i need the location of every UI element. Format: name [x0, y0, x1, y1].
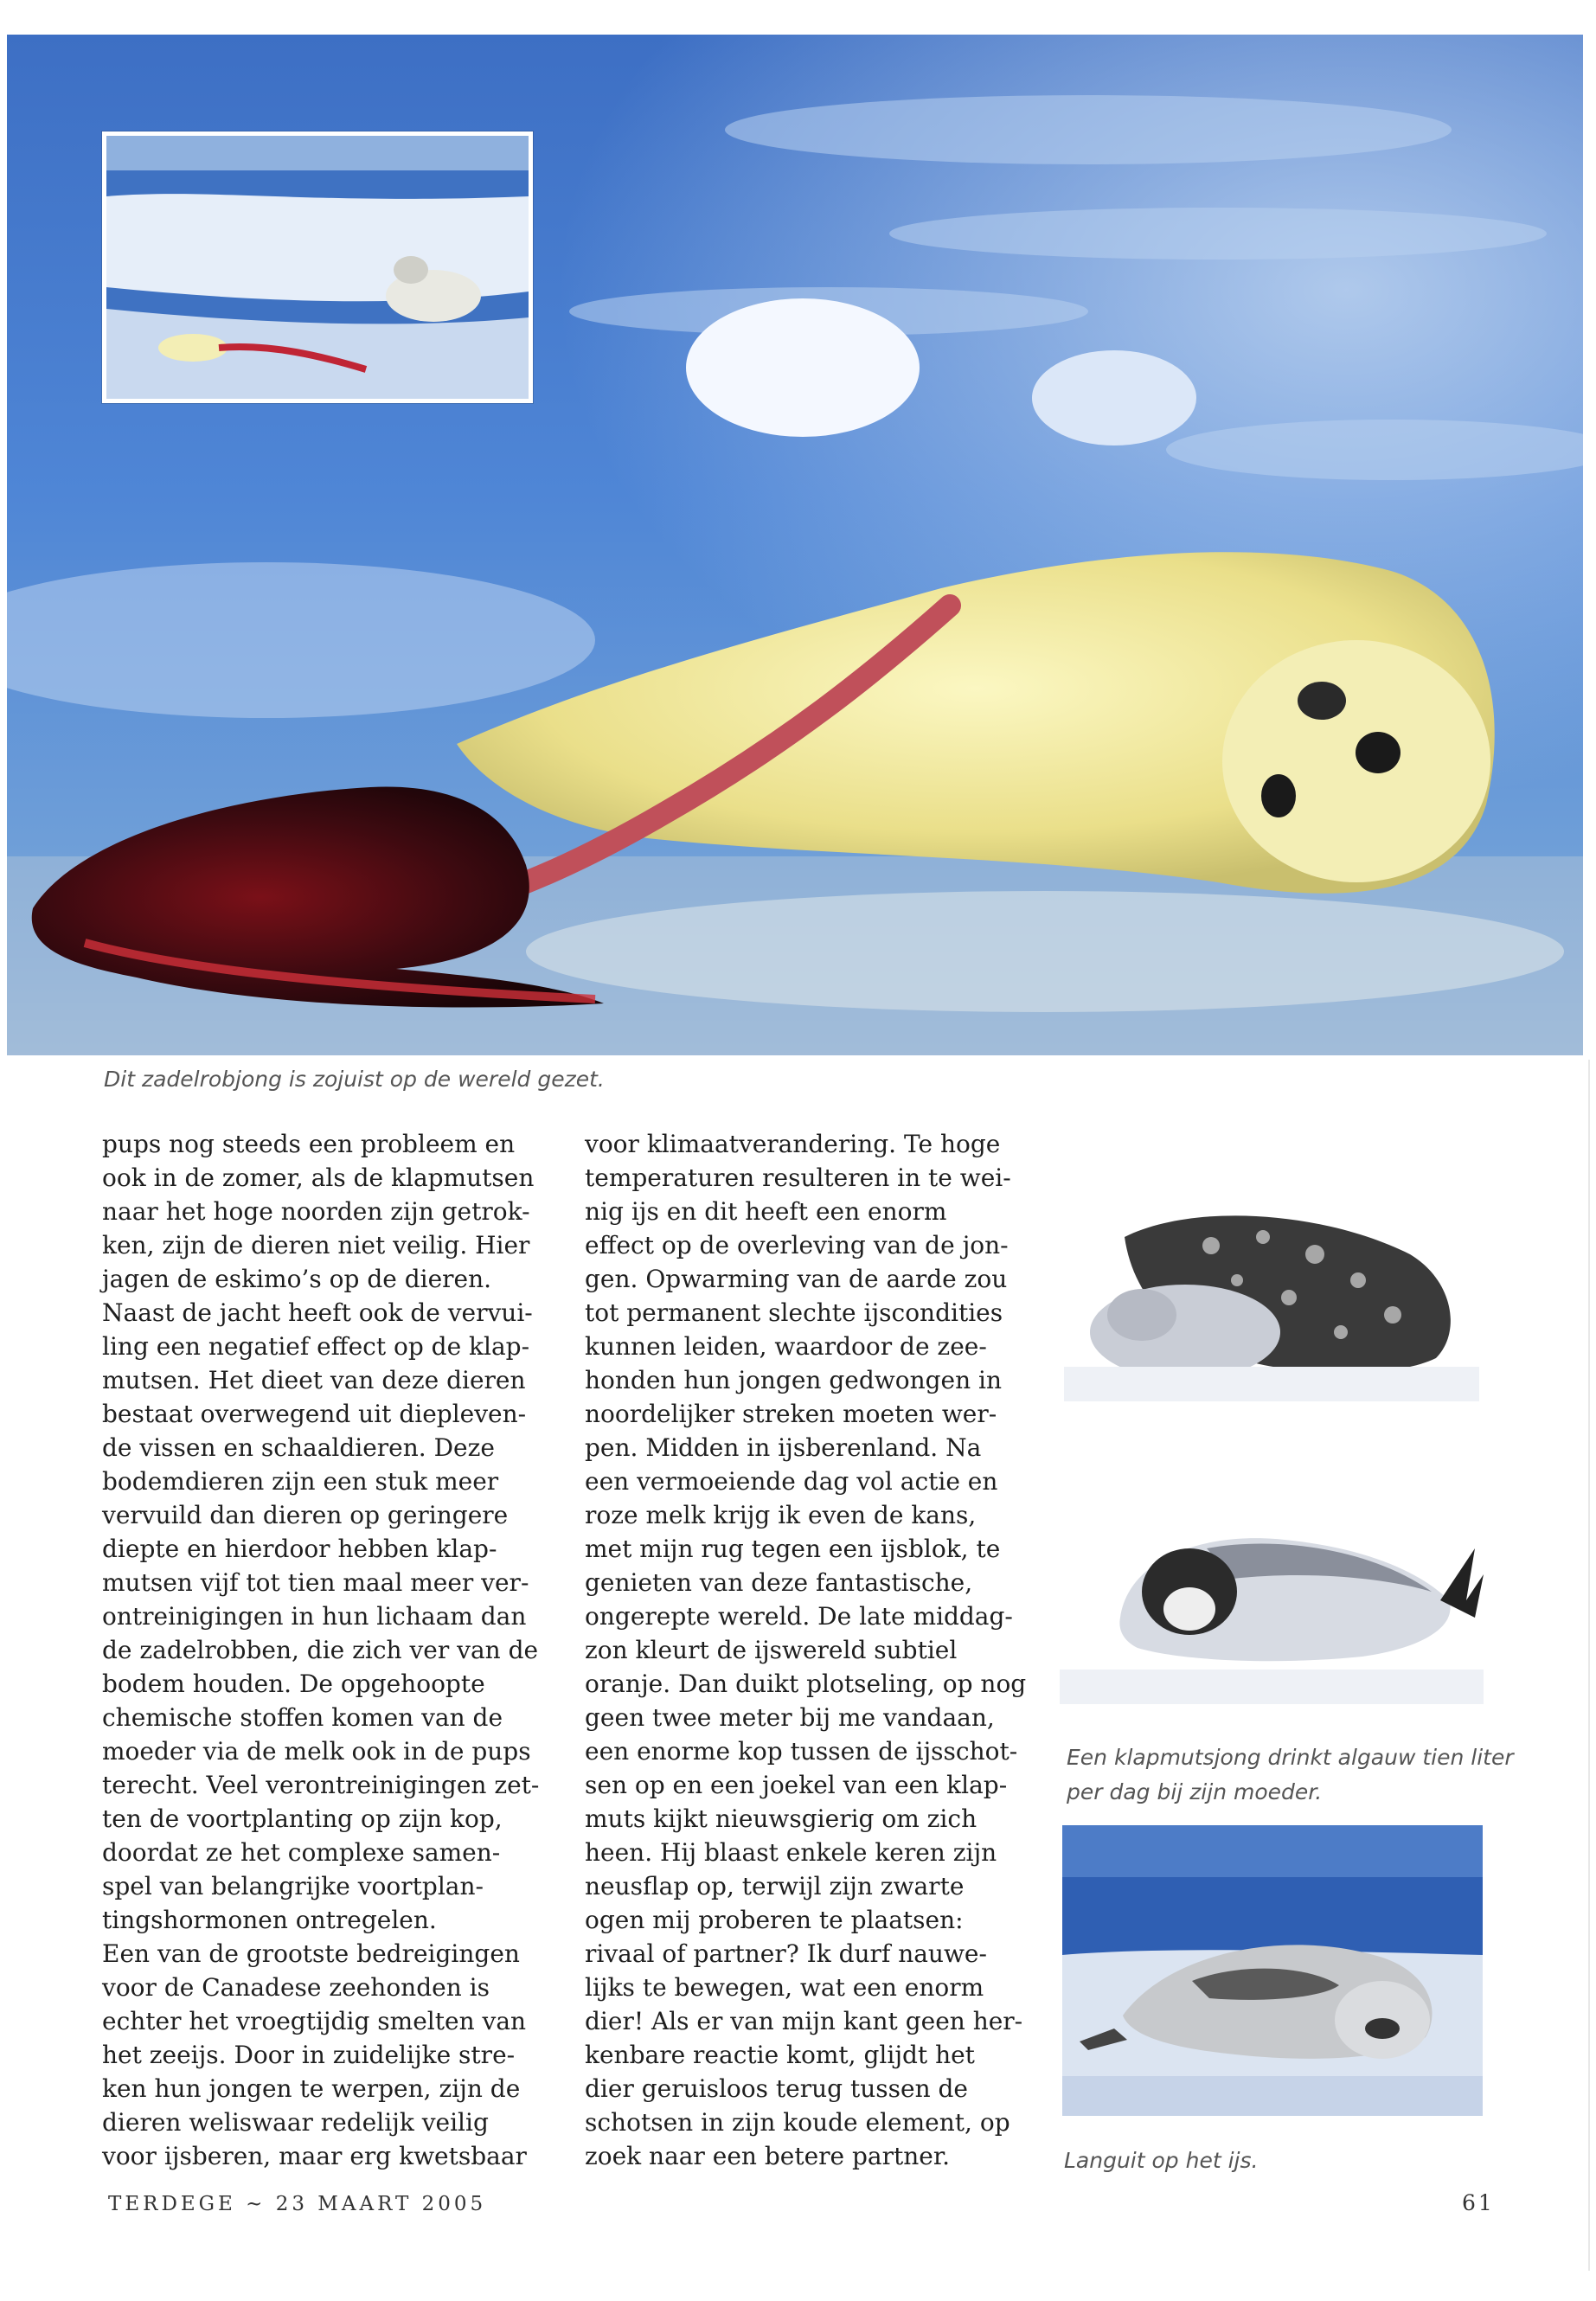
- text-line: ongerepte wereld. De late middag-: [585, 1602, 1013, 1631]
- text-line: de vissen en schaaldieren. Deze: [102, 1433, 495, 1462]
- text-line: kenbare reactie komt, glijdt het: [585, 2041, 975, 2069]
- text-line: met mijn rug tegen een ijsblok, te: [585, 1535, 1001, 1563]
- page-edge-divider: [1588, 1060, 1590, 2271]
- text-line: noordelijker streken moeten wer-: [585, 1400, 997, 1428]
- text-line: terecht. Veel verontreinigingen zet-: [102, 1771, 540, 1799]
- text-line: mutsen vijf tot tien maal meer ver-: [102, 1568, 529, 1597]
- blueback-pup-image: [1060, 1497, 1484, 1704]
- text-line: heen. Hij blaast enkele keren zijn: [585, 1838, 997, 1867]
- text-line: temperaturen resulteren in te wei-: [585, 1163, 1011, 1192]
- text-line: genieten van deze fantastische,: [585, 1568, 973, 1597]
- text-line: dieren weliswaar redelijk veilig: [102, 2108, 489, 2137]
- text-line: pups nog steeds een probleem en: [102, 1130, 516, 1158]
- text-line: spel van belangrijke voortplan-: [102, 1872, 484, 1900]
- text-column-2: [585, 1127, 1035, 2173]
- text-line: Naast de jacht heeft ook de vervui-: [102, 1298, 533, 1327]
- mother-seal-with-pup-image: [106, 136, 529, 399]
- side-photo-mother-and-pup: [1064, 1185, 1479, 1401]
- text-line: gen. Opwarming van de aarde zou: [585, 1265, 1008, 1293]
- text-line: nig ijs en dit heeft een enorm: [585, 1197, 947, 1226]
- text-line: lijks te bewegen, wat een enorm: [585, 1973, 984, 2002]
- text-line: voor klimaatverandering. Te hoge: [585, 1130, 1001, 1158]
- text-line: oranje. Dan duikt plotseling, op nog: [585, 1670, 1027, 1698]
- text-line: Een van de grootste bedreigingen: [102, 1939, 520, 1968]
- text-line: doordat ze het complexe samen-: [102, 1838, 501, 1867]
- text-line: mutsen. Het dieet van deze dieren: [102, 1366, 526, 1394]
- text-line: echter het vroegtijdig smelten van: [102, 2007, 527, 2035]
- text-line: rivaal of partner? Ik durf nauwe-: [585, 1939, 987, 1968]
- side-photo-caption-2: Languit op het ijs.: [1064, 2148, 1259, 2173]
- main-photo-caption: Dit zadelrobjong is zojuist op de wereld gezet.: [104, 1067, 605, 1092]
- text-line: sen op en een joekel van een klap-: [585, 1771, 1008, 1799]
- page-number: 61: [1462, 2190, 1495, 2215]
- text-line: het zeeijs. Door in zuidelijke stre-: [102, 2041, 516, 2069]
- text-column-1: [102, 1127, 552, 2173]
- text-line: de zadelrobben, die zich ver van de: [102, 1636, 539, 1664]
- text-line: ogen mij proberen te plaatsen:: [585, 1906, 964, 1934]
- text-line: kunnen leiden, waardoor de zee-: [585, 1332, 987, 1361]
- text-line: neusflap op, terwijl zijn zwarte: [585, 1872, 965, 1900]
- text-line: honden hun jongen gedwongen in: [585, 1366, 1003, 1394]
- text-line: ling een negatief effect op de klap-: [102, 1332, 530, 1361]
- publication-footer: TERDEGE ~ 23 MAART 2005: [108, 2193, 487, 2215]
- text-line: dier! Als er van mijn kant geen her-: [585, 2007, 1023, 2035]
- text-line: dier geruisloos terug tussen de: [585, 2074, 968, 2103]
- text-line: geen twee meter bij me vandaan,: [585, 1703, 995, 1732]
- text-line: zoek naar een betere partner.: [585, 2142, 951, 2170]
- text-line: pen. Midden in ijsberenland. Na: [585, 1433, 982, 1462]
- text-line: zon kleurt de ijswereld subtiel: [585, 1636, 958, 1664]
- seal-lying-on-ice-image: [1062, 1825, 1483, 2116]
- side-photo-seal-on-ice: [1062, 1825, 1483, 2116]
- text-line: bodemdieren zijn een stuk meer: [102, 1467, 499, 1496]
- text-line: diepte en hierdoor hebben klap-: [102, 1535, 497, 1563]
- text-line: ook in de zomer, als de klapmutsen: [102, 1163, 535, 1192]
- text-line: ken hun jongen te werpen, zijn de: [102, 2074, 521, 2103]
- text-line: effect op de overleving van de jon-: [585, 1231, 1009, 1259]
- text-line: jagen de eskimo’s op de dieren.: [102, 1265, 492, 1293]
- text-line: vervuild dan dieren op geringere: [102, 1501, 509, 1529]
- text-line: naar het hoge noorden zijn getrok-: [102, 1197, 530, 1226]
- text-line: moeder via de melk ook in de pups: [102, 1737, 531, 1766]
- text-line: ken, zijn de dieren niet veilig. Hier: [102, 1231, 530, 1259]
- text-line: bestaat overwegend uit diepleven-: [102, 1400, 527, 1428]
- text-line: schotsen in zijn koude element, op: [585, 2108, 1010, 2137]
- text-line: tingshormonen ontregelen.: [102, 1906, 437, 1934]
- text-line: tot permanent slechte ijscondities: [585, 1298, 1003, 1327]
- text-line: bodem houden. De opgehoopte: [102, 1670, 485, 1698]
- inset-photo: [102, 131, 533, 403]
- text-line: ontreinigingen in hun lichaam dan: [102, 1602, 527, 1631]
- side-photo-caption-1: Een klapmutsjong drinkt algauw tien liter per dag bij zijn moeder.: [1067, 1745, 1514, 1804]
- hooded-seal-mother-pup-image: [1064, 1185, 1479, 1401]
- text-line: ten de voortplanting op zijn kop,: [102, 1804, 503, 1833]
- text-line: muts kijkt nieuwsgierig om zich: [585, 1804, 977, 1833]
- text-line: roze melk krijg ik even de kans,: [585, 1501, 977, 1529]
- text-line: een enorme kop tussen de ijsschot-: [585, 1737, 1018, 1766]
- text-line: voor de Canadese zeehonden is: [102, 1973, 490, 2002]
- text-line: chemische stoffen komen van de: [102, 1703, 503, 1732]
- text-line: een vermoeiende dag vol actie en: [585, 1467, 998, 1496]
- side-photo-blueback-pup: [1060, 1497, 1484, 1704]
- text-line: voor ijsberen, maar erg kwetsbaar: [102, 2142, 527, 2170]
